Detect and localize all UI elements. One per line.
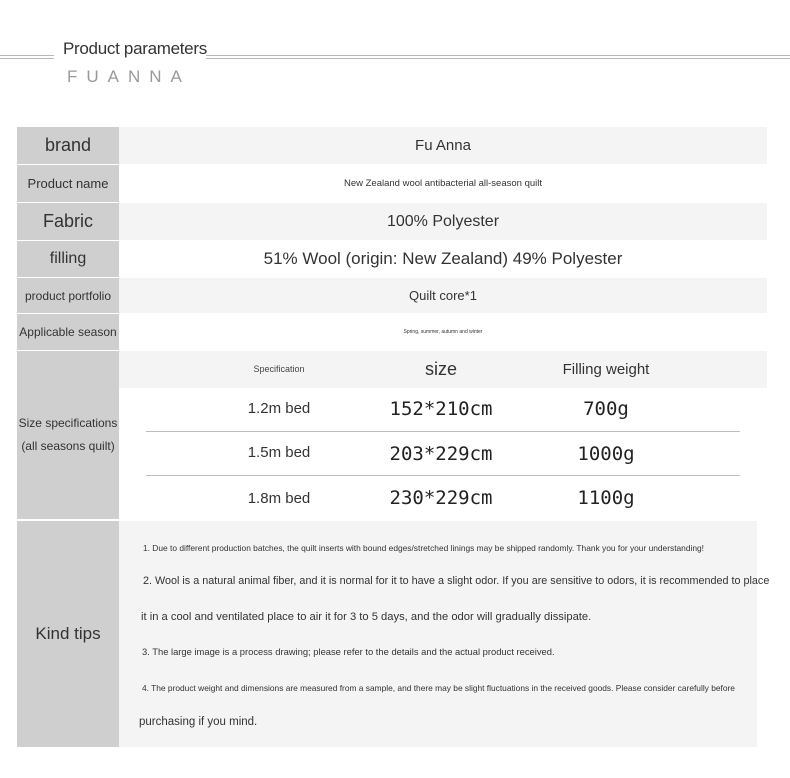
size-spec-label-line2: (all seasons quilt)	[21, 439, 115, 453]
season-label: Applicable season	[17, 314, 119, 350]
filling-label: filling	[17, 241, 119, 277]
header-rule-left	[0, 55, 54, 59]
header-rule-right	[206, 55, 790, 59]
brand-label: brand	[17, 127, 119, 164]
filling-value: 51% Wool (origin: New Zealand) 49% Polyester	[119, 241, 767, 277]
column-header-filling-weight: Filling weight	[562, 361, 650, 378]
table-row-weight: 1100g	[577, 487, 635, 509]
tip-line-1: 1. Due to different production batches, the quilt inserts with bound edges/stretched linings may be shipped randomly. Thank you for your understanding!	[143, 543, 704, 553]
tip-line-2: 2. Wool is a natural animal fiber, and it is normal for it to have a slight odor. If you are sensitive to odors, it is recommended to place	[143, 575, 770, 587]
table-row-weight: 1000g	[577, 443, 635, 465]
row-divider	[146, 431, 740, 432]
tip-line-5: 4. The product weight and dimensions are measured from a sample, and there may be slight fluctuations in the received goods. Please consider carefully before	[142, 683, 735, 693]
portfolio-label: product portfolio	[17, 278, 119, 313]
portfolio-value: Quilt core*1	[119, 278, 767, 313]
product-name-label: Product name	[17, 165, 119, 202]
table-row-spec: 1.8m bed	[247, 490, 311, 507]
size-spec-label-line1: Size specifications	[18, 416, 118, 430]
table-row-weight: 700g	[583, 398, 629, 420]
brand-subtitle: FUANNA	[67, 67, 191, 86]
table-row-size: 203*229cm	[389, 443, 493, 465]
column-header-specification: Specification	[253, 364, 305, 374]
section-title: Product parameters	[63, 39, 207, 58]
fabric-label: Fabric	[17, 203, 119, 240]
column-header-size: size	[424, 359, 457, 379]
size-spec-label	[17, 351, 119, 519]
section-header	[0, 0, 790, 100]
table-row-size: 152*210cm	[389, 398, 493, 420]
brand-value: Fu Anna	[119, 127, 767, 164]
fabric-value: 100% Polyester	[119, 203, 767, 240]
table-row-size: 230*229cm	[389, 487, 493, 509]
tip-line-3: it in a cool and ventilated place to air it for 3 to 5 days, and the odor will gradually dissipate.	[141, 611, 592, 623]
product-name-value: New Zealand wool antibacterial all-season quilt	[119, 165, 767, 202]
row-divider	[146, 475, 740, 476]
tip-line-6: purchasing if you mind.	[139, 716, 258, 728]
table-row-spec: 1.5m bed	[247, 444, 311, 461]
season-value: Spring, summer, autumn and winter	[119, 314, 767, 350]
kind-tips-label: Kind tips	[17, 521, 119, 747]
tip-line-4: 3. The large image is a process drawing; please refer to the details and the actual product received.	[142, 646, 555, 657]
table-row-spec: 1.2m bed	[247, 400, 311, 417]
kind-tips-body	[119, 521, 757, 747]
